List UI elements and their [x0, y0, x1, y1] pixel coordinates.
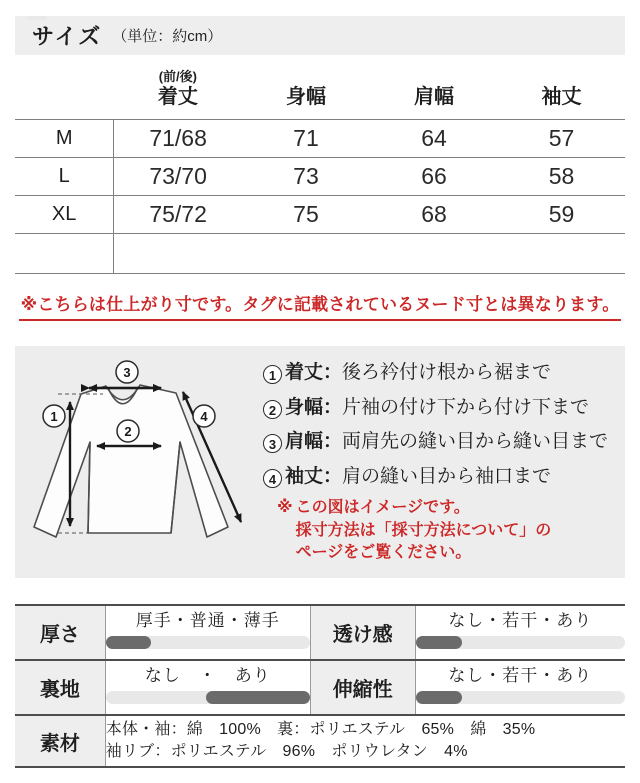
reference-mark: ※ — [277, 499, 293, 517]
material-label: 素材 — [15, 715, 105, 767]
material-composition: 本体・袖：綿 100% 裏：ポリエステル 65% 綿 35% 袖リブ：ポリエステル 96% ポリウレタン 4% — [105, 715, 625, 767]
size-col-header-length: (前/後) 着丈 — [157, 69, 198, 108]
badge-3: 3 — [123, 365, 131, 380]
circle-number: 3 — [263, 434, 282, 453]
badge-2: 2 — [124, 424, 132, 439]
size-cell: 68 — [370, 196, 498, 234]
sheerness-gauge — [415, 605, 625, 660]
spec-row-material — [15, 715, 625, 767]
size-cell: 71 — [242, 120, 370, 158]
size-row-l — [15, 158, 625, 196]
lining-label: 裏地 — [15, 660, 105, 715]
size-col-header-sleeve: 袖丈 — [541, 86, 582, 108]
gauge-track — [106, 691, 310, 704]
gauge-fill — [416, 636, 462, 649]
size-cell: 71/68 — [114, 120, 242, 158]
section-header-size — [15, 16, 625, 55]
gauge-fill — [106, 636, 151, 649]
spec-row-2 — [15, 660, 625, 715]
circle-number: 4 — [263, 469, 282, 488]
diagram-disclaimer-note: ※ この図はイメージです。 採寸方法は「採寸方法について」の ページをご覧ください。 — [263, 497, 625, 564]
finishing-measurement-note: ※こちらは仕上がり寸です。タグに記載されているヌード寸とは異なります。 — [15, 290, 625, 321]
size-name: L — [15, 158, 114, 196]
crop-artifact — [28, 16, 47, 20]
stretch-gauge — [415, 660, 625, 715]
circle-number: 2 — [263, 400, 282, 419]
sheerness-label: 透け感 — [310, 605, 415, 660]
size-name: M — [15, 120, 114, 158]
badge-1: 1 — [50, 409, 58, 424]
size-table — [15, 55, 625, 274]
gauge-track — [106, 636, 310, 649]
size-cell: 64 — [370, 120, 498, 158]
size-cell: 59 — [498, 196, 625, 234]
sheerness-scale: なし・若干・あり — [448, 611, 593, 630]
fabric-spec-table — [15, 604, 625, 768]
size-table-header-row — [15, 55, 625, 120]
stretch-label: 伸縮性 — [310, 660, 415, 715]
size-cell-empty — [114, 234, 625, 274]
size-row-empty — [15, 234, 625, 274]
guide-item-length: 1 着丈：後ろ衿付け根から裾まで — [263, 359, 625, 387]
measurement-definitions — [263, 346, 625, 578]
guide-item-sleeve: 4 袖丈：肩の縫い目から袖口まで — [263, 463, 625, 491]
size-cell: 73 — [242, 158, 370, 196]
size-col-header-width: 身幅 — [285, 86, 326, 108]
size-cell: 73/70 — [114, 158, 242, 196]
page-title: サイズ — [32, 24, 103, 49]
gauge-fill — [206, 691, 310, 704]
guide-item-shoulder: 3 肩幅：両肩先の縫い目から縫い目まで — [263, 428, 625, 456]
size-cell: 57 — [498, 120, 625, 158]
guide-item-width: 2 身幅：片袖の付け下から付け下まで — [263, 394, 625, 422]
circle-number: 1 — [263, 365, 282, 384]
size-cell: 66 — [370, 158, 498, 196]
size-cell: 75 — [242, 196, 370, 234]
stretch-scale: なし・若干・あり — [448, 666, 593, 685]
size-spec-sheet — [0, 16, 640, 783]
gauge-fill — [416, 691, 462, 704]
size-row-m — [15, 120, 625, 158]
size-name: XL — [15, 196, 114, 234]
lining-scale: なし ・ あり — [144, 666, 271, 685]
size-row-xl — [15, 196, 625, 234]
lining-gauge — [105, 660, 310, 715]
size-col-header-shoulder: 肩幅 — [414, 86, 455, 108]
size-cell: 75/72 — [114, 196, 242, 234]
spec-row-1 — [15, 605, 625, 660]
badge-4: 4 — [200, 409, 208, 424]
size-col-header-blank — [15, 55, 114, 120]
measurement-guide-box — [15, 346, 625, 578]
size-cell: 58 — [498, 158, 625, 196]
shirt-measurement-diagram — [15, 346, 263, 578]
thickness-gauge — [105, 605, 310, 660]
unit-label: （単位：約cm） — [112, 28, 223, 45]
gauge-track — [416, 636, 625, 649]
thickness-label: 厚さ — [15, 605, 105, 660]
size-name — [15, 234, 114, 274]
gauge-track — [416, 691, 625, 704]
thickness-scale: 厚手・普通・薄手 — [135, 611, 280, 630]
